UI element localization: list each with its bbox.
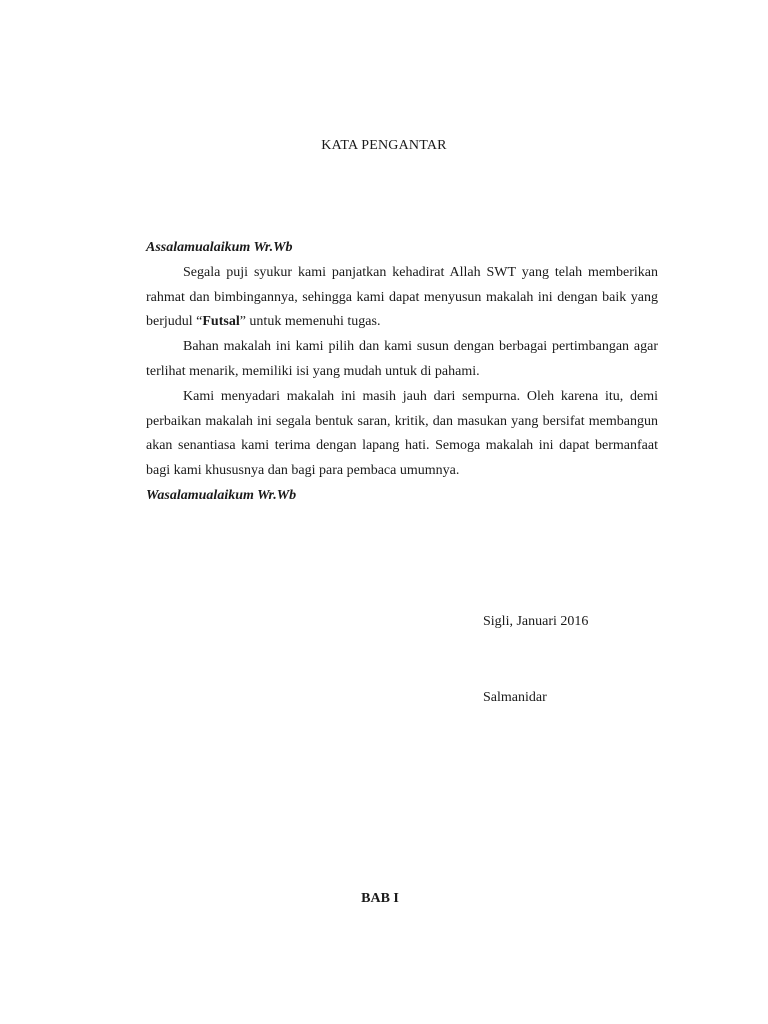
place-date: Sigli, Januari 2016 <box>483 614 589 629</box>
paragraph-1-text-end: ” untuk memenuhi tugas. <box>239 314 381 330</box>
paragraph-1-title-emphasis: Futsal <box>202 314 240 330</box>
paragraph-2: Bahan makalah ini kami pilih dan kami susun dengan berbagai pertimbangan agar terlihat menarik, memiliki isi yang mudah untuk di pahami. <box>146 339 658 379</box>
author-name: Salmanidar <box>483 690 547 705</box>
opening-greeting: Assalamualaikum Wr.Wb <box>146 240 293 255</box>
next-chapter-heading: BAB I <box>361 891 399 906</box>
paragraph-1 <box>146 261 658 335</box>
preface-body <box>146 236 658 509</box>
paragraph-3: Kami menyadari makalah ini masih jauh dari sempurna. Oleh karena itu, demi perbaikan makalah ini segala bentuk saran, kritik, dan masukan yang bersifat membangun akan senantiasa kami terima dengan lapang hati. Semoga makalah ini dapat bermanfaat bagi kami khususnya dan bagi para pembaca umumnya. <box>146 388 658 479</box>
closing-greeting: Wasalamualaikum Wr.Wb <box>146 487 297 503</box>
paragraph-1-text-start: Segala puji syukur kami panjatkan kehadirat Allah SWT yang telah memberikan rahmat dan bimbingannya, sehingga kami dapat menyusun makalah ini dengan baik yang berjudul “ <box>146 264 658 330</box>
page-title: KATA PENGANTAR <box>321 138 447 153</box>
